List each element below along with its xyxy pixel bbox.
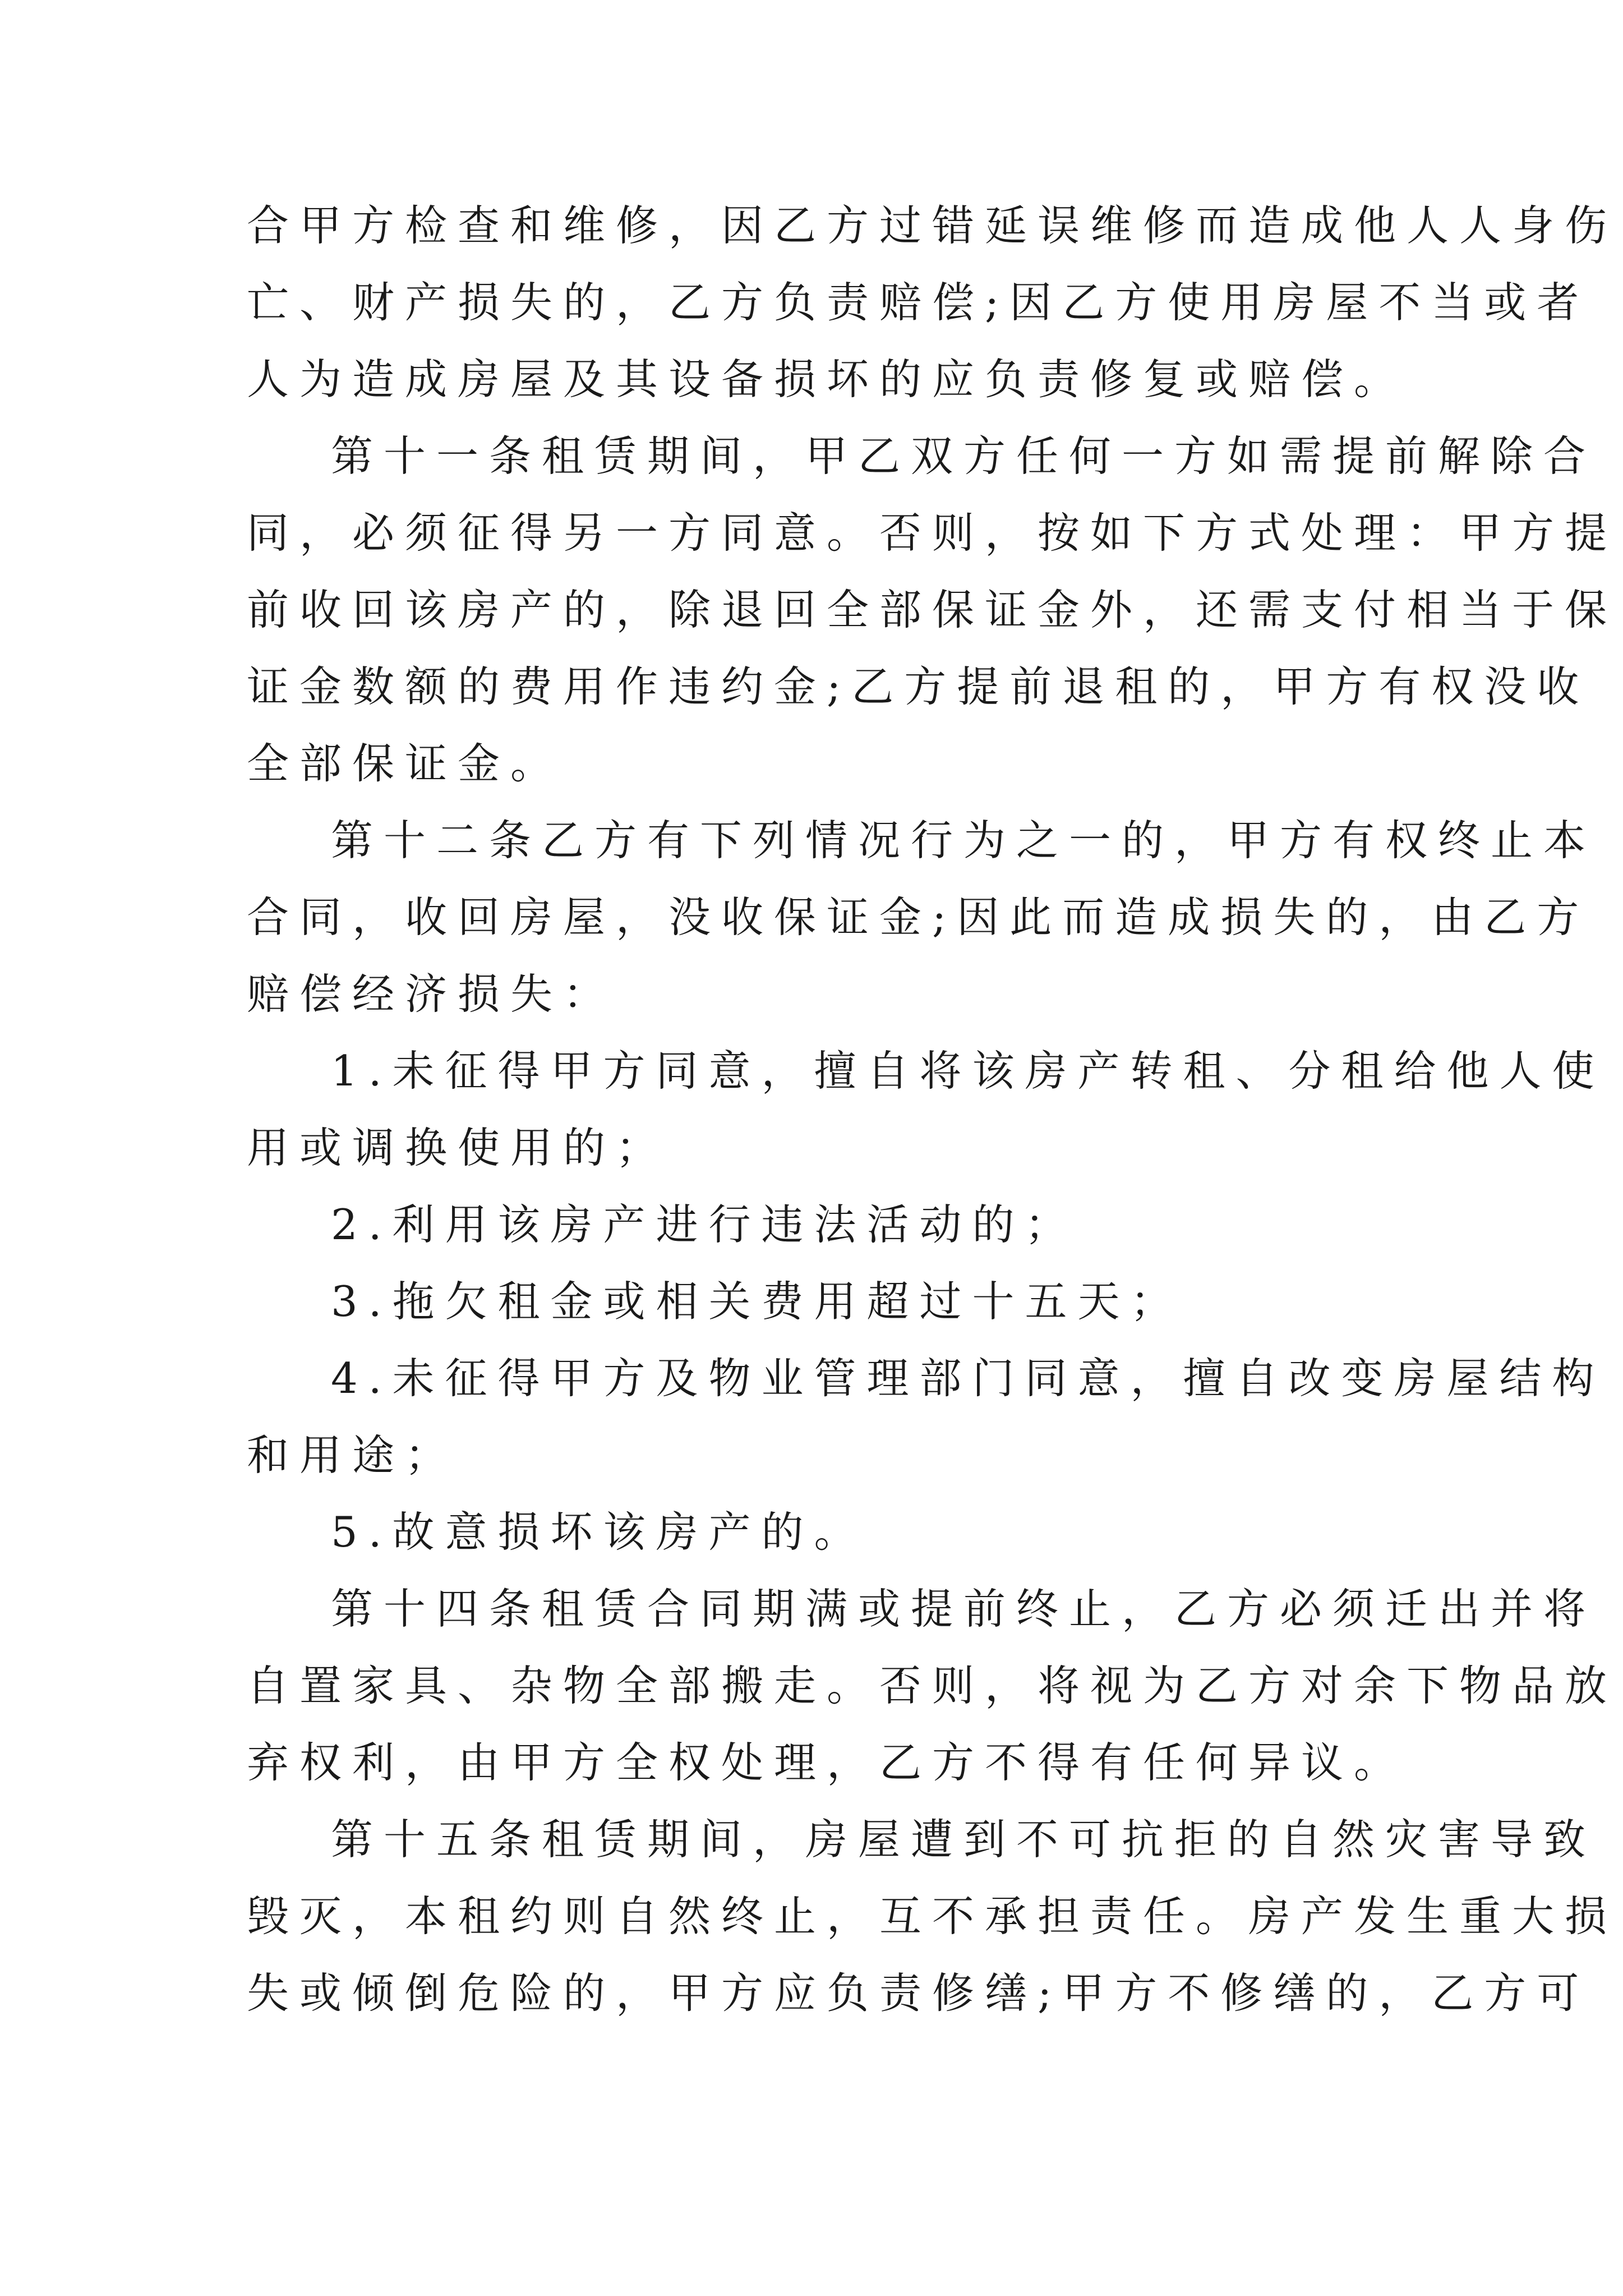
text-line: 用或调换使用的； [247,1123,669,1172]
text-line: 同，必须征得另一方同意。否则，按如下方式处理：甲方提 [247,508,1618,558]
text-line: 毁灭，本租约则自然终止，互不承担责任。房产发生重大损 [247,1892,1618,1941]
text-line: 前收回该房产的，除退回全部保证金外，还需支付相当于保 [247,585,1618,634]
paragraph-article-15 [247,1801,1618,2032]
text-line: 失或倾倒危险的，甲方应负责修缮;甲方不修缮的，乙方可 [247,1968,1590,2018]
text-line: 第十四条租赁合同期满或提前终止，乙方必须迁出并将 [331,1584,1597,1634]
list-item-5 [247,1494,1385,1571]
text-line: 合同，收回房屋，没收保证金;因此而造成损失的，由乙方 [247,892,1590,942]
list-item-1 [247,1033,1605,1186]
text-line: 人为造成房屋及其设备损坏的应负责修复或赔偿。 [247,355,1407,404]
text-line: 第十二条乙方有下列情况行为之一的，甲方有权终止本 [331,816,1597,865]
paragraph-article-12 [247,802,1597,1033]
paragraph-article-11 [247,418,1618,802]
text-line: 赔偿经济损失： [247,969,616,1019]
text-line: 3.拖欠租金或相关费用超过十五天； [331,1277,1183,1326]
text-line: 2.利用该房产进行违法活动的； [331,1200,1078,1249]
text-line: 1.未征得甲方同意，擅自将该房产转租、分租给他人使 [331,1046,1605,1096]
document-body [247,187,1618,2032]
paragraph-continuation [247,187,1618,418]
text-line: 证金数额的费用作违约金;乙方提前退租的，甲方有权没收 [247,662,1590,711]
text-line: 4.未征得甲方及物业管理部门同意，擅自改变房屋结构 [331,1354,1605,1403]
text-line: 自置家具、杂物全部搬走。否则，将视为乙方对余下物品放 [247,1661,1618,1710]
text-line: 全部保证金。 [247,739,564,788]
list-item-2 [247,1186,1385,1263]
text-line: 第十一条租赁期间，甲乙双方任何一方如需提前解除合 [331,431,1597,481]
text-line: 弃权利，由甲方全权处理，乙方不得有任何异议。 [247,1738,1407,1787]
text-line: 和用途； [247,1430,458,1480]
text-line: 亡、财产损失的，乙方负责赔偿;因乙方使用房屋不当或者 [247,278,1590,327]
text-line: 5.故意损坏该房产的。 [331,1507,867,1557]
list-item-3 [247,1263,1385,1340]
text-line: 合甲方检查和维修，因乙方过错延误维修而造成他人人身伤 [247,201,1618,250]
text-line: 第十五条租赁期间，房屋遭到不可抗拒的自然灾害导致 [331,1815,1597,1864]
paragraph-article-14 [247,1571,1618,1801]
list-item-4 [247,1340,1605,1494]
